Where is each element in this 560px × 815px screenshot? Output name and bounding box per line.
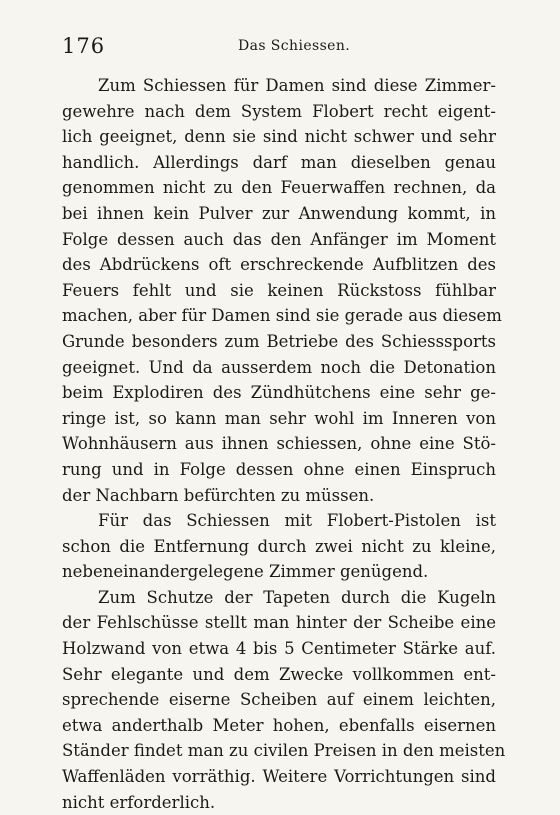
text-line: Wohnhäusern aus ihnen schiessen, ohne eine Stö-: [62, 434, 496, 454]
text-line: Ständer findet man zu civilen Preisen in den meisten: [62, 741, 506, 761]
text-line: geeignet. Und da ausserdem noch die Detonation: [62, 357, 496, 377]
text-line: schon die Entfernung durch zwei nicht zu kleine,: [62, 536, 496, 556]
text-line: Zum Schiessen für Damen sind diese Zimmer-: [98, 76, 496, 95]
text-line: Feuers fehlt und sie keinen Rückstoss fühlbar: [62, 280, 496, 300]
text-line: handlich. Allerdings darf man dieselben genau: [62, 152, 496, 172]
text-line: des Abdrückens oft erschreckende Aufblitzen des: [62, 255, 496, 275]
paragraph-2: [62, 508, 496, 585]
text-line: etwa anderthalb Meter hohen, ebenfalls eisernen: [62, 715, 496, 735]
text-line: Folge dessen auch das den Anfänger im Moment: [62, 229, 496, 249]
text-line: Zum Schutze der Tapeten durch die Kugeln: [98, 587, 496, 607]
text-line: nicht erforderlich.: [62, 792, 216, 812]
text-line: der Nachbarn befürchten zu müssen.: [62, 485, 375, 505]
text-line: Holzwand von etwa 4 bis 5 Centimeter Stärke auf.: [62, 639, 496, 659]
text-line: sprechende eiserne Scheiben auf einem leichten,: [62, 690, 496, 710]
text-line: machen, aber für Damen sind sie gerade aus diesem: [62, 306, 502, 326]
body-text: [62, 73, 506, 815]
text-line: beim Explodiren des Zündhütchens eine sehr ge-: [62, 383, 496, 403]
text-line: bei ihnen kein Pulver zur Anwendung kommt, in: [62, 203, 496, 223]
page-number: 176: [62, 34, 106, 58]
text-line: ringe ist, so kann man sehr wohl im Inneren von: [62, 408, 496, 428]
running-title: Das Schiessen.: [238, 38, 351, 54]
text-line: genommen nicht zu den Feuerwaffen rechnen, da: [62, 178, 496, 198]
text-line: der Fehlschüsse stellt man hinter der Scheibe eine: [62, 613, 496, 633]
text-line: gewehre nach dem System Flobert recht eigent-: [62, 101, 496, 121]
paragraph-3: [62, 585, 506, 815]
paragraph-1: [62, 73, 502, 508]
text-line: Grunde besonders zum Betriebe des Schiesssports: [62, 331, 496, 351]
text-line: Für das Schiessen mit Flobert-Pistolen ist: [98, 511, 496, 531]
text-line: lich geeignet, denn sie sind nicht schwer und sehr: [62, 127, 496, 147]
text-line: Waffenläden vorräthig. Weitere Vorrichtungen sind: [62, 767, 496, 787]
text-line: Sehr elegante und dem Zwecke vollkommen ent-: [62, 664, 496, 684]
text-line: nebeneinandergelegene Zimmer genügend.: [62, 562, 429, 582]
text-line: rung und in Folge dessen ohne einen Einspruch: [62, 459, 496, 479]
